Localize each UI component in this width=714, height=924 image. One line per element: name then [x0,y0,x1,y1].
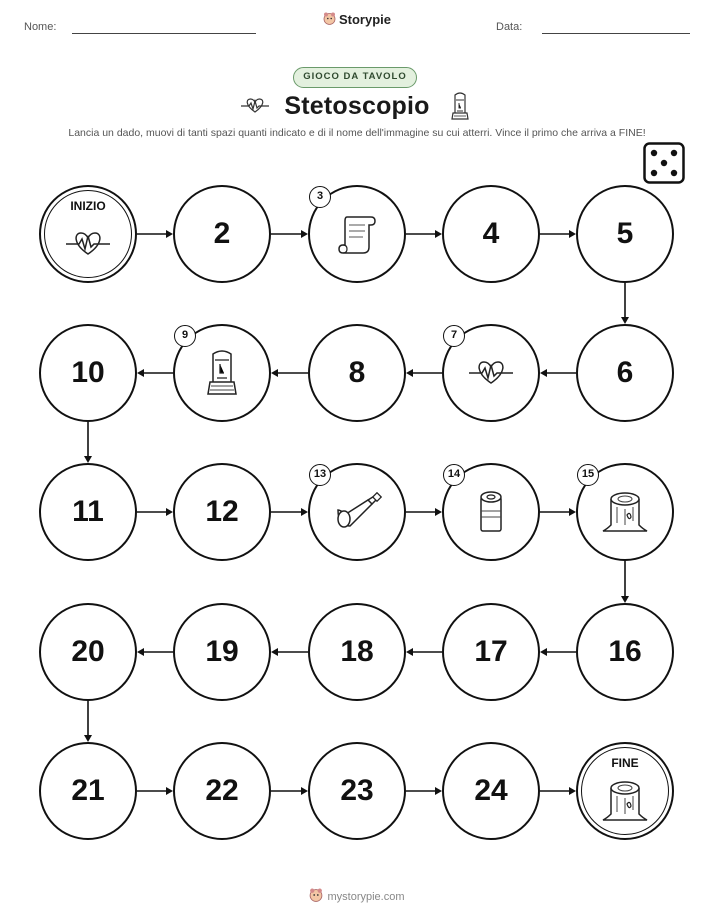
scroll-icon [335,211,379,262]
heartbeat-icon [64,229,112,264]
arrow-head [569,508,576,516]
board-space-12 [173,463,271,561]
board-space-24 [442,742,540,840]
arrow-head [569,787,576,795]
board-space-5 [576,185,674,283]
board-space-20 [39,603,137,701]
finish-space [576,742,674,840]
space-number: 8 [348,356,366,389]
arrow-head [166,230,173,238]
start-label: INIZIO [70,199,106,213]
space-number: 5 [616,217,634,250]
arrow-head [621,596,629,603]
board-space-16 [576,603,674,701]
board-space-13 [308,463,406,561]
space-number: 20 [71,635,105,668]
start-space [39,185,137,283]
arrow-head [137,648,144,656]
board-space-10 [39,324,137,422]
arrow-head [435,230,442,238]
horn-icon [332,492,382,537]
arrow-head [621,317,629,324]
board-space-17 [442,603,540,701]
space-number-badge: 3 [309,186,331,208]
storypie-footer-logo-icon [309,888,323,903]
board-space-4 [442,185,540,283]
space-number: 21 [71,774,105,807]
board-space-9 [173,324,271,422]
board-space-19 [173,603,271,701]
page-title: Stetoscopio [284,92,430,120]
footer [0,888,714,903]
space-number: 16 [608,635,642,668]
board-space-18 [308,603,406,701]
space-number: 23 [340,774,374,807]
space-number: 6 [616,356,634,389]
space-number: 11 [72,495,104,528]
board-space-2 [173,185,271,283]
footer-url: mystorypie.com [327,891,405,903]
space-number-badge: 15 [577,464,599,486]
name-label: Nome: [24,21,57,33]
board-space-8 [308,324,406,422]
paper-roll-icon [475,487,507,542]
space-number-badge: 9 [174,325,196,347]
arrow-head [435,787,442,795]
arrow-head [301,787,308,795]
space-number-badge: 14 [443,464,465,486]
finish-label: FINE [611,756,639,770]
arrow-head [166,508,173,516]
board-space-22 [173,742,271,840]
space-number: 22 [205,774,239,807]
space-number: 17 [474,635,508,668]
arrow-head [406,648,413,656]
board-space-11 [39,463,137,561]
arrow-head [540,369,547,377]
arrow-head [435,508,442,516]
arrow-head [569,230,576,238]
space-number: 4 [482,217,500,250]
tree-stump-icon [599,778,651,829]
instructions: Lancia un dado, muovi di tanti spazi quanti indicato e di il nome dell'immagine su cui atterri. Vince il primo che arriva a FINE! [68,127,646,139]
space-number: 2 [213,217,231,250]
arrow-head [84,456,92,463]
space-number: 24 [474,774,508,807]
date-label: Data: [496,21,523,33]
heartbeat-icon [467,358,515,393]
space-number: 18 [340,635,374,668]
board-space-14 [442,463,540,561]
brand-name: Storypie [338,12,391,27]
arrow-head [301,508,308,516]
board-space-6 [576,324,674,422]
arrow-head [271,369,278,377]
moai-icon [205,348,239,403]
board-space-23 [308,742,406,840]
space-number-badge: 7 [443,325,465,347]
tree-stump-icon [599,489,651,540]
arrow-head [84,735,92,742]
space-number: 19 [205,635,239,668]
board-space-15 [576,463,674,561]
board-space-3 [308,185,406,283]
board-space-7 [442,324,540,422]
space-number: 12 [205,495,239,528]
arrow-head [301,230,308,238]
arrow-head [137,369,144,377]
board-space-21 [39,742,137,840]
arrow-head [540,648,547,656]
space-number: 10 [71,356,105,389]
arrow-head [166,787,173,795]
game-type-badge: GIOCO DA TAVOLO [293,67,417,88]
arrow-head [271,648,278,656]
arrow-head [406,369,413,377]
space-number-badge: 13 [309,464,331,486]
